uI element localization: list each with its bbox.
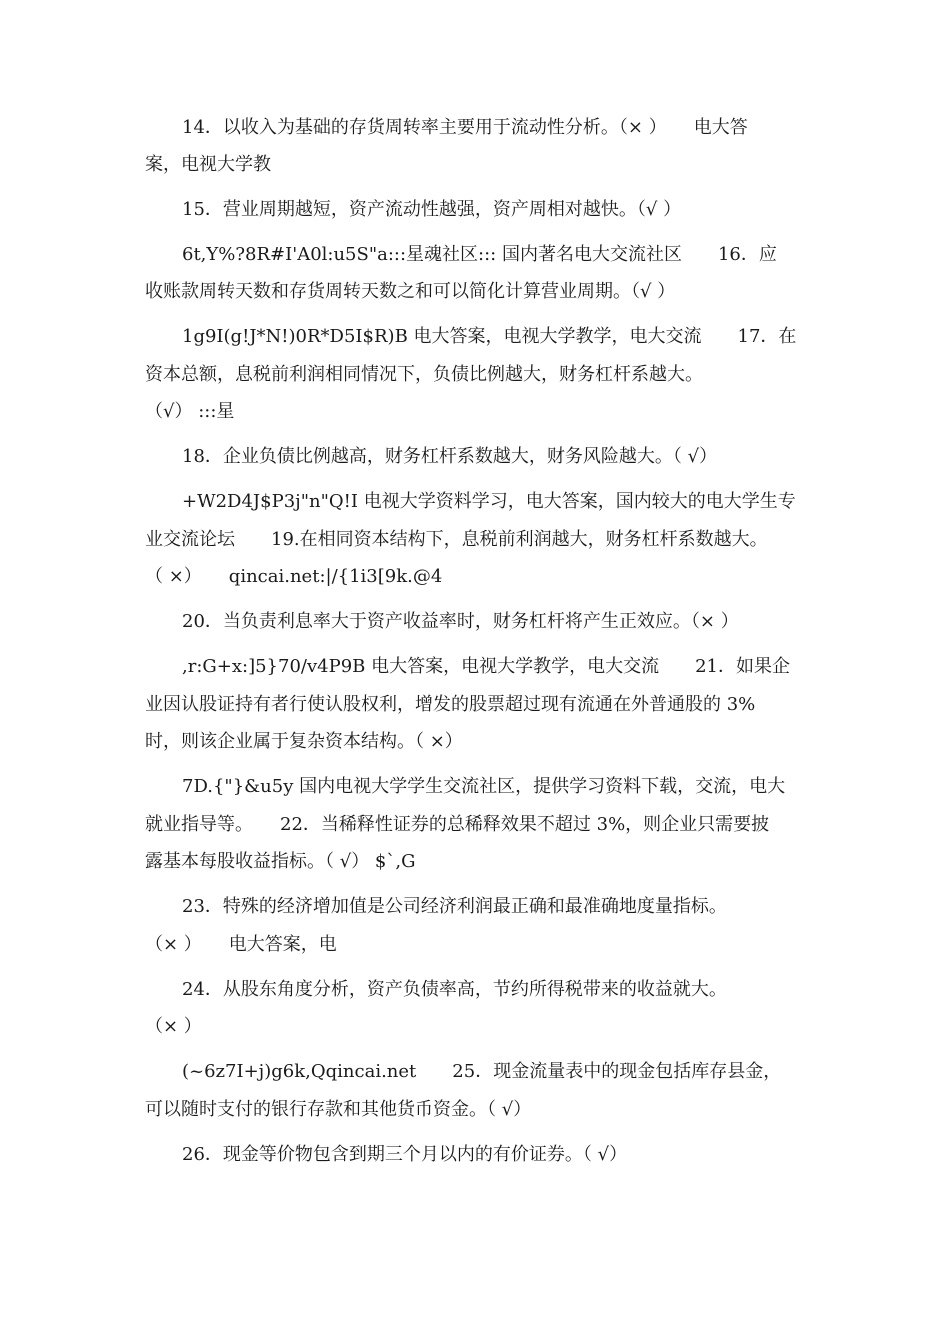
text-line-q22c: 露基本每股收益指标。（ √） $`,G [145,851,416,872]
text-line-q15: 15．营业周期越短，资产流动性越强，资产周相对越快。（√ ） [182,199,682,220]
text-line-q22a: 7D.{"}&u5y 国内电视大学学生交流社区，提供学习资料下载，交流，电大 [182,776,786,797]
text-line-q16a: 6t,Y%?8R#I'A0l:u5S"a:::星魂社区::: 国内著名电大交流社区 16．应 [182,244,777,265]
text-line-q17c: （√） :::星 [145,401,235,422]
text-line-q19b: 业交流论坛 19.在相同资本结构下，息税前利润越大，财务杠杆系数越大。 [145,529,768,550]
text-line-q14a: 14．以收入为基础的存货周转率主要用于流动性分析。（× ） 电大答 [182,117,748,138]
text-line-q23a: 23．特殊的经济增加值是公司经济利润最正确和最准确地度量指标。 [182,896,727,917]
text-line-q25b: 可以随时支付的银行存款和其他货币资金。（ √） [145,1099,532,1120]
text-line-q21b: 业因认股证持有者行使认股权利，增发的股票超过现有流通在外普通股的 3% [145,694,756,715]
text-line-q21a: ,r:G+x:]5}70/v4P9B 电大答案，电视大学教学，电大交流 21．如果企 [182,656,790,677]
text-line-q22b: 就业指导等。 22．当稀释性证券的总稀释效果不超过 3%，则企业只需要披 [145,814,770,835]
text-line-q26: 26．现金等价物包含到期三个月以内的有价证券。（ √） [182,1144,628,1165]
text-line-q20: 20．当负责利息率大于资产收益率时，财务杠杆将产生正效应。（× ） [182,611,739,632]
text-line-q19c: （ ×） qincai.net:|/{1i3[9k.@4 [145,566,443,587]
text-line-q14b: 案，电视大学教 [145,154,271,175]
text-line-q24a: 24．从股东角度分析，资产负债率高，节约所得税带来的收益就大。 [182,979,727,1000]
text-line-q21c: 时，则该企业属于复杂资本结构。（ ×） [145,731,463,752]
text-line-q23b: （× ） 电大答案，电 [145,934,337,955]
text-line-q16b: 收账款周转天数和存货周转天数之和可以简化计算营业周期。（√ ） [145,281,676,302]
text-line-q25a: (~6z7I+j)g6k,Qqincai.net 25．现金流量表中的现金包括库存县金， [182,1061,782,1082]
text-line-q17b: 资本总额，息税前利润相同情况下，负债比例越大，财务杠杆系越大。 [145,364,703,385]
text-line-q17a: 1g9I(g!J*N!)0R*D5I$R)B 电大答案，电视大学教学，电大交流 17．在 [182,326,797,347]
text-line-q24b: （× ） [145,1016,202,1037]
text-line-q18: 18．企业负债比例越高，财务杠杆系数越大，财务风险越大。（ √） [182,446,718,467]
text-line-q19a: +W2D4J$P3j"n"Q!I 电视大学资料学习，电大答案，国内较大的电大学生专 [182,491,796,512]
